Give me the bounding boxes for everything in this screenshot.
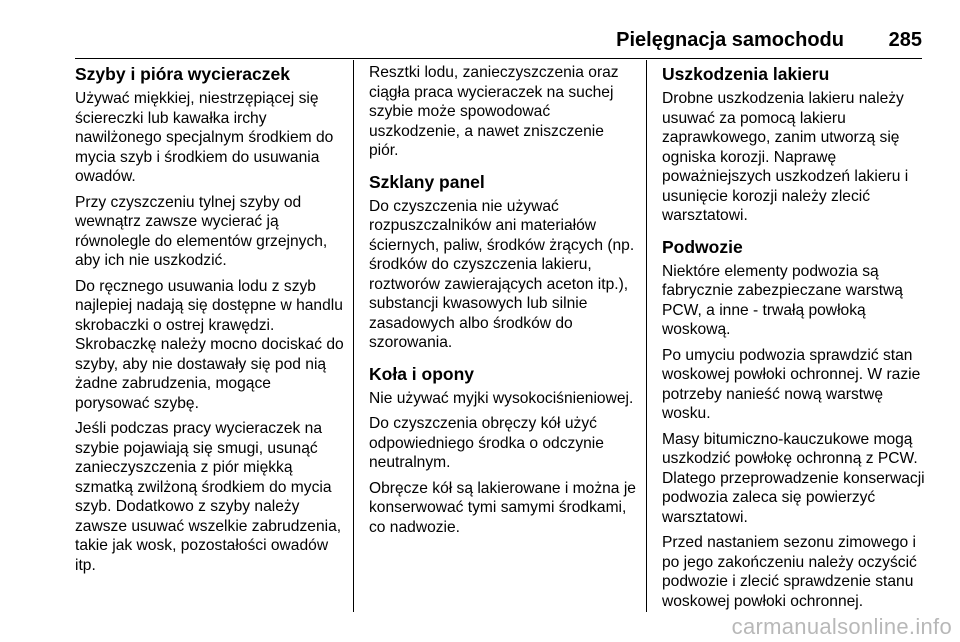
column-divider-2 — [646, 60, 647, 612]
page-number: 285 — [888, 29, 922, 51]
paragraph: Drobne uszkodzenia lakieru należy usuwać za pomocą lakieru zaprawkowego, zanim utworzą się ogniska korozji. Naprawę poważniejszych uszkodzeń lakieru i usunięcie korozji należy zlecić warsztatowi. — [662, 90, 909, 224]
heading-paint-damage: Uszkodzenia lakieru — [662, 64, 830, 84]
paragraph: Przy czyszczeniu tylnej szyby od wewnątrz zawsze wycierać ją równolegle do elementów grzejnych, aby ich nie uszkodzić. — [75, 193, 328, 269]
paragraph: Resztki lodu, zanieczyszczenia oraz ciągła praca wycieraczek na suchej szybie może spowodować uszkodzenie, a nawet zniszczenie piór. — [369, 64, 619, 159]
paragraph: Masy bitumiczno-kauczukowe mogą uszkodzić powłokę ochronną z PCW. Dlatego przeprowadzenie konserwacji podwozia zaleca się powierzyć warsztatowi. — [662, 430, 925, 526]
heading-wheels-tyres: Koła i opony — [369, 363, 474, 384]
page-header — [75, 28, 922, 59]
paragraph: Obręcze kół są lakierowane i można je konserwować tymi samymi środkami, co nadwozie. — [369, 479, 636, 536]
paragraph: Do ręcznego usuwania lodu z szyb najlepiej nadają się dostępne w handlu skrobaczki o ostrej krawędzi. Skrobaczkę należy mocno dociskać do szyby, aby nie dostawały się pod nią żadne zabrudzenia, mogące porysować szybę. — [75, 277, 344, 412]
heading-underbody: Podwozie — [662, 236, 743, 257]
column-right — [662, 63, 926, 617]
paragraph: Do czyszczenia nie używać rozpuszczalników ani materiałów ściernych, paliw, środków żrących (np. środków do czyszczenia lakieru, roztworów zawierających aceton itp.), substancji kwasowych lub silnie zasadowych albo środków do szorowania. — [369, 197, 635, 351]
paragraph: Niektóre elementy podwozia są fabrycznie zabezpieczane warstwą PCW, a inne - trwałą powłoką woskową. — [662, 262, 903, 338]
paragraph: Przed nastaniem sezonu zimowego i po jego zakończeniu należy oczyścić podwozie i zlecić sprawdzenie stanu woskowej powłoki ochronnej. — [662, 534, 917, 610]
paragraph: Jeśli podczas pracy wycieraczek na szybie pojawiają się smugi, usunąć zanieczyszczenia z piór miękką szmatką zwilżoną środkiem do mycia szyb. Dodatkowo z szyby należy zawsze usuwać wszelkie zabrudzenia, takie jak wosk, pozostałości owadów itp. — [75, 420, 342, 574]
paragraph: Po umyciu podwozia sprawdzić stan woskowej powłoki ochronnej. W razie potrzeby nanieść nową warstwę wosku. — [662, 346, 921, 422]
section-title: Pielęgnacja samochodu — [616, 29, 844, 51]
column-divider-1 — [353, 60, 354, 612]
column-middle — [369, 63, 637, 543]
paragraph: Nie używać myjki wysokociśnieniowej. — [369, 389, 634, 407]
paragraph: Do czyszczenia obręczy kół użyć odpowiedniego środka o odczynie neutralnym. — [369, 415, 604, 471]
column-left — [75, 63, 345, 581]
heading-wipers: Szyby i pióra wycieraczek — [75, 64, 290, 84]
heading-glass-panel: Szklany panel — [369, 171, 485, 192]
paragraph: Używać miękkiej, niestrzępiącej się ściereczki lub kawałka irchy nawilżonego specjalnym środkiem do mycia szyb i środkiem do usuwania owadów. — [75, 90, 334, 185]
watermark: carmanualsonline.info — [731, 614, 952, 639]
